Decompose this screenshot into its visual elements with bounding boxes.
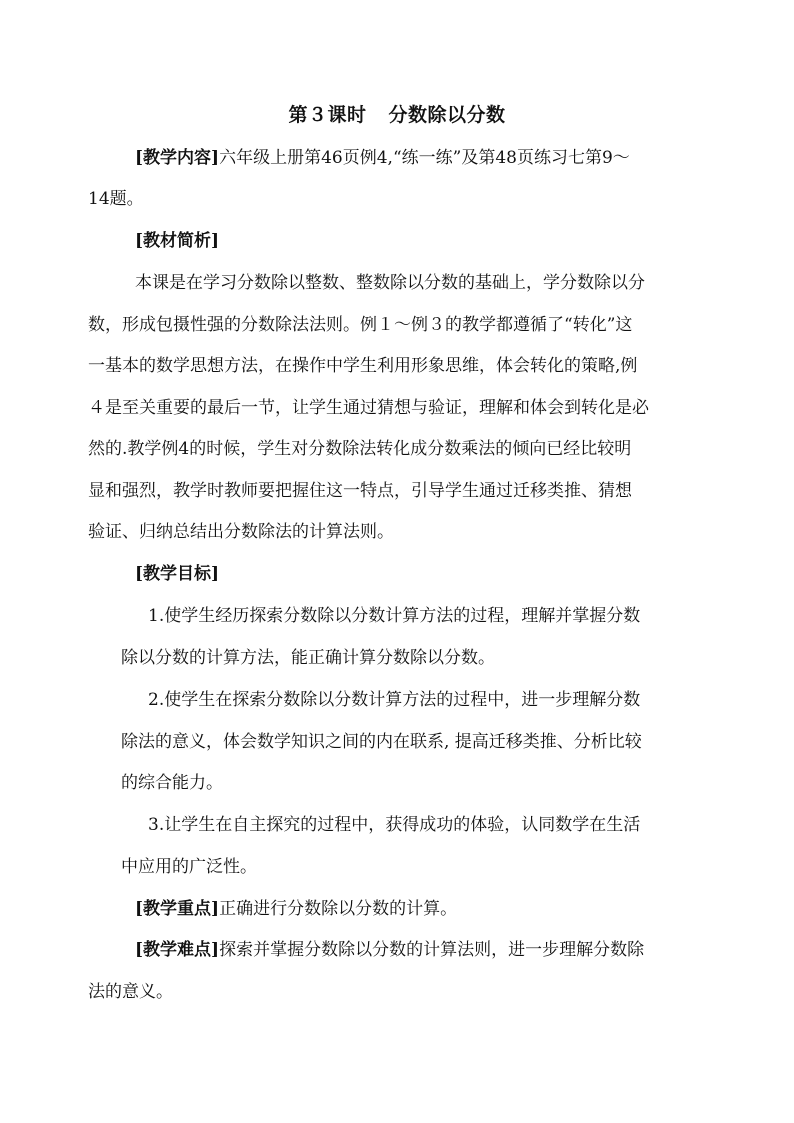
teaching-content-label: [教学内容] — [135, 148, 220, 168]
page-title — [0, 100, 794, 130]
key-point-line — [135, 896, 457, 922]
analysis-line-4: ４是至关重要的最后一节，让学生通过猜想与验证，理解和体会到转化是必 — [88, 398, 649, 418]
key-point-label: [教学重点] — [135, 899, 220, 919]
lesson-name: 分数除以分数 — [388, 104, 506, 126]
key-point-text: 正确进行分数除以分数的计算。 — [219, 899, 458, 919]
lesson-number: 第３课时 — [288, 104, 367, 126]
objectives-label: [教学目标] — [135, 564, 220, 584]
analysis-line-5: 然的.教学例4的时候，学生对分数除法转化成分数乘法的倾向已经比较明 — [88, 439, 632, 459]
teaching-content-line-2: 14题。 — [88, 189, 144, 209]
difficulty-label: [教学难点] — [135, 940, 220, 960]
analysis-label: [教材简析] — [135, 231, 220, 251]
analysis-line-1: 本课是在学习分数除以整数、整数除以分数的基础上，学分数除以分 — [135, 273, 645, 293]
objective-2-line-1: 2.使学生在探索分数除以分数计算方法的过程中，进一步理解分数 — [148, 690, 641, 710]
difficulty-text: 探索并掌握分数除以分数的计算法则，进一步理解分数除 — [219, 940, 645, 960]
analysis-line-6: 显和强烈，教学时教师要把握住这一特点，引导学生通过迁移类推、猜想 — [88, 481, 632, 501]
objective-1-line-1: 1.使学生经历探索分数除以分数计算方法的过程，理解并掌握分数 — [148, 606, 641, 626]
analysis-line-3: 一基本的数学思想方法，在操作中学生利用形象思维，体会转化的策略,例 — [88, 356, 638, 376]
teaching-content-line-1 — [135, 145, 630, 171]
analysis-line-2: 数，形成包摄性强的分数除法法则。例１～例３的教学都遵循了“转化”这 — [88, 315, 633, 335]
objective-2-line-2: 除法的意义，体会数学知识之间的内在联系, 提高迁移类推、分析比较 — [121, 732, 642, 752]
difficulty-line-2: 法的意义。 — [88, 982, 173, 1002]
objective-1-line-2: 除以分数的计算方法，能正确计算分数除以分数。 — [121, 648, 495, 668]
analysis-line-7: 验证、归纳总结出分数除法的计算法则。 — [88, 522, 394, 542]
difficulty-line-1 — [135, 937, 644, 963]
objective-3-line-1: 3.让学生在自主探究的过程中，获得成功的体验，认同数学在生活 — [148, 815, 641, 835]
objective-3-line-2: 中应用的广泛性。 — [121, 857, 257, 877]
objective-2-line-3: 的综合能力。 — [121, 773, 223, 793]
teaching-content-text: 六年级上册第46页例4,“练一练”及第48页练习七第9～ — [219, 148, 630, 168]
